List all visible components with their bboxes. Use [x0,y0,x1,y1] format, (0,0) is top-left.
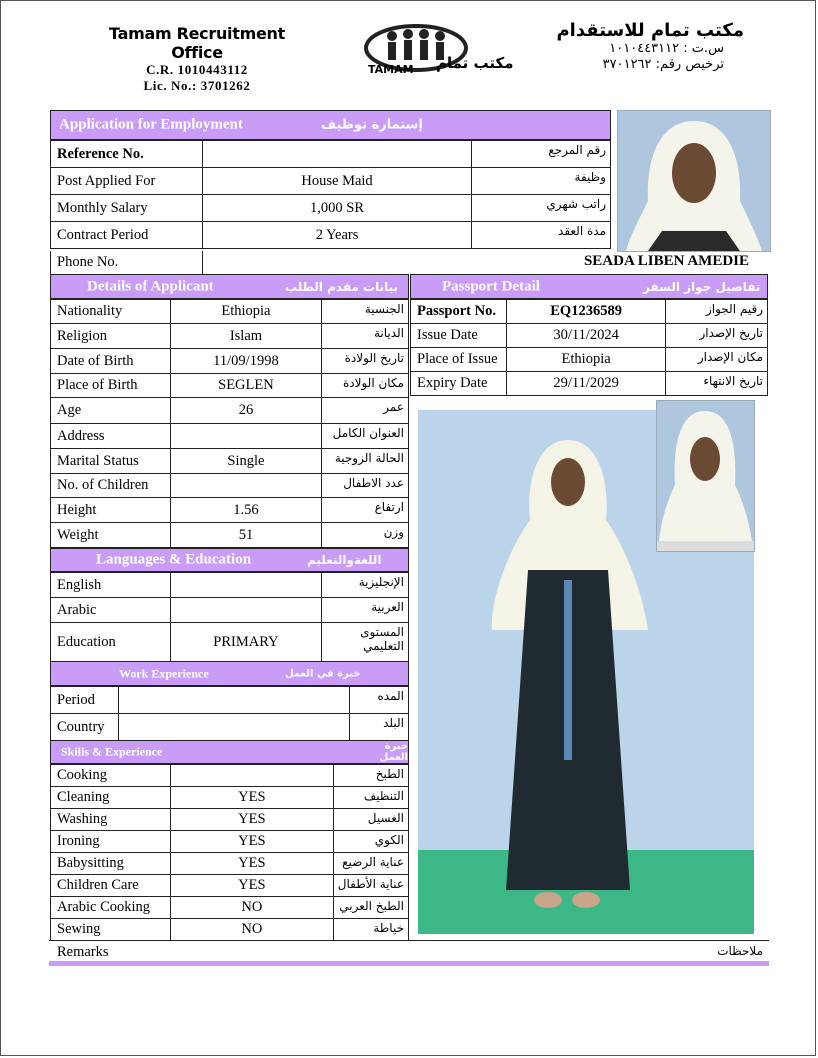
details-label: Date of Birth [51,349,171,374]
cr-number-ar: س.ت : ١٠١٠٤٤٣١١٢ [609,41,724,56]
details-value: 11/09/1998 [170,349,321,374]
details-label: Marital Status [51,449,171,474]
details-row [51,374,409,398]
details-label-ar: عمر [322,398,409,424]
details-label-ar: الحالة الزوجية [322,449,409,474]
skills-label-ar: التنظيف [333,787,408,809]
languages-header-ar: اللغةوالتعليم [307,553,382,567]
details-value: 26 [170,398,321,424]
skills-value: YES [170,875,333,897]
details-row [51,498,409,523]
passport-label: Expiry Date [411,372,507,396]
top_rows-row [51,141,611,168]
passport-header-en: Passport Detail [442,278,540,294]
skills-row [51,787,409,809]
applicant-name: SEADA LIBEN AMEDIE [583,253,749,269]
top_rows-row [51,195,611,222]
skills-row [51,765,409,787]
skills-label: Ironing [51,831,171,853]
top_rows-value: 1,000 SR [202,195,471,222]
work-value [118,714,349,741]
top_rows-label: Reference No. [51,141,203,168]
details-header-en: Details of Applicant [87,278,214,294]
skills-label-ar: عناية الرضيع [333,853,408,875]
details-label: Religion [51,324,171,349]
details-label-ar: مكان الولادة [322,374,409,398]
details-row [51,449,409,474]
details-value [170,474,321,498]
skills-row [51,919,409,941]
languages-header [50,548,409,572]
top_rows-value: House Maid [202,168,471,195]
passport-value: EQ1236589 [506,300,665,324]
office-header-en [92,24,302,94]
office-name-ar: مكتب تمام للاستقدام [556,20,744,41]
languages-row [51,573,409,598]
details-row [51,523,409,548]
details-value: Single [170,449,321,474]
details-value: Ethiopia [170,300,321,324]
logo-text: TAMAM [368,63,414,76]
passport-label: Passport No. [411,300,507,324]
details-table [50,299,409,548]
skills-row [51,897,409,919]
top_rows-row [51,168,611,195]
skills-value: YES [170,787,333,809]
skills-value [170,765,333,787]
skills-value: YES [170,809,333,831]
employment-table [50,140,611,249]
work-label-ar: المده [350,687,409,714]
phone-value [203,251,409,274]
details-row [51,349,409,374]
phone-table [50,251,408,275]
details-row [51,324,409,349]
top_rows-value [202,141,471,168]
passport-label-ar: تاريخ الإصدار [666,324,768,348]
languages-label: Education [51,623,171,662]
skills-row [51,875,409,897]
passport-label-ar: مكان الإصدار [666,348,768,372]
languages-label: English [51,573,171,598]
title-en: Application for Employment [59,116,243,133]
passport-value: 30/11/2024 [506,324,665,348]
top_rows-row [51,222,611,249]
portrait-image [618,111,770,251]
passport-header [410,274,768,299]
passport-label-ar: تاريخ الانتهاء [666,372,768,396]
passport-label-ar: رقيم الجواز [666,300,768,324]
skills-label: Cleaning [51,787,171,809]
details-header [50,274,409,299]
office-name-en: Tamam Recruitment Office [109,24,285,62]
remarks-label-en: Remarks [57,944,109,960]
skills-label-ar: الطبخ العربي [333,897,408,919]
license-number-ar: ترخيص رقم: ٣٧٠١٢٦٢ [602,57,724,72]
title-bar [50,110,611,140]
top_rows-label-ar: راتب شهري [472,195,611,222]
languages-label-ar: الإنجليزية [322,573,409,598]
details-label-ar: عدد الاطفال [322,474,409,498]
details-label: Address [51,424,171,449]
skills-label: Washing [51,809,171,831]
details-label: No. of Children [51,474,171,498]
languages-row [51,623,409,662]
remarks-row [49,940,769,966]
details-row [51,424,409,449]
languages-value [170,598,322,623]
details-label-ar: العنوان الكامل [322,424,409,449]
skills-row [51,853,409,875]
languages-row [51,598,409,623]
skills-label: Babysitting [51,853,171,875]
work-label: Period [51,687,119,714]
portrait-photo [617,110,771,252]
license-number-en: Lic. No.: 3701262 [143,78,251,93]
passport-label: Place of Issue [411,348,507,372]
passport-table [410,299,768,396]
remarks-label-ar: ملاحظات [717,944,763,958]
details-label-ar: الديانة [322,324,409,349]
skills-table [50,764,409,941]
languages-header-en: Languages & Education [96,551,252,568]
languages-label-ar: العربية [322,598,409,623]
details-label: Age [51,398,171,424]
passport-row [411,372,768,396]
details-value: 1.56 [170,498,321,523]
cr-number-en: C.R. 1010443112 [146,62,248,77]
top_rows-label-ar: رقم المرجع [472,141,611,168]
work-header-en: Work Experience [119,666,209,680]
work-header-ar: خبرة في العمل [285,668,361,679]
skills-row [51,809,409,831]
portrait-photo-small [656,400,755,552]
passport-header-ar: تفاصيل جواز السفر [643,279,761,294]
title-ar: إستمارة توظيف [321,117,423,133]
top_rows-value: 2 Years [202,222,471,249]
skills-label-ar: الطبخ [333,765,408,787]
skills-header-ar: خبرة العمل [379,741,408,763]
details-label: Weight [51,523,171,548]
skills-label: Sewing [51,919,171,941]
passport-row [411,300,768,324]
work-label-ar: البلد [350,714,409,741]
skills-label: Arabic Cooking [51,897,171,919]
phone-label: Phone No. [51,251,203,274]
skills-label-ar: عناية الأطفال [333,875,408,897]
details-value: SEGLEN [170,374,321,398]
skills-label-ar: الكوي [333,831,408,853]
skills-row [51,831,409,853]
languages-value: PRIMARY [170,623,322,662]
work-table [50,686,409,741]
top_rows-label: Contract Period [51,222,203,249]
top_rows-label-ar: مدة العقد [472,222,611,249]
skills-value: NO [170,897,333,919]
skills-value: YES [170,853,333,875]
skills-label: Cooking [51,765,171,787]
work-label: Country [51,714,119,741]
languages-value [170,573,322,598]
office-header-ar [524,20,744,73]
skills-label-ar: خياطة [333,919,408,941]
languages-table [50,572,409,662]
details-label: Place of Birth [51,374,171,398]
logo-text-ar: مكتب تمام [436,54,514,72]
top_rows-label: Monthly Salary [51,195,203,222]
skills-label: Children Care [51,875,171,897]
details-label: Nationality [51,300,171,324]
top_rows-label-ar: وظيفة [472,168,611,195]
passport-row [411,348,768,372]
details-row [51,474,409,498]
work-row [51,714,409,741]
skills-header [50,740,409,764]
languages-label-ar: المستوى التعليمي [322,623,409,662]
portrait-small-image [657,401,754,551]
details-value: 51 [170,523,321,548]
details-label-ar: الجنسية [322,300,409,324]
work-row [51,687,409,714]
details-label-ar: ارتفاع [322,498,409,523]
details-label-ar: وزن [322,523,409,548]
details-value: Islam [170,324,321,349]
skills-header-en: Skills & Experience [61,744,163,759]
details-row [51,300,409,324]
details-header-ar: بيانات مقدم الطلب [285,279,399,294]
passport-row [411,324,768,348]
skills-value: YES [170,831,333,853]
details-label-ar: تاريخ الولادة [322,349,409,374]
details-value [170,424,321,449]
work-header [50,661,409,686]
skills-value: NO [170,919,333,941]
skills-label-ar: الغسيل [333,809,408,831]
details-row [51,398,409,424]
work-value [118,687,349,714]
passport-value: 29/11/2029 [506,372,665,396]
top_rows-label: Post Applied For [51,168,203,195]
passport-label: Issue Date [411,324,507,348]
details-label: Height [51,498,171,523]
languages-label: Arabic [51,598,171,623]
passport-value: Ethiopia [506,348,665,372]
